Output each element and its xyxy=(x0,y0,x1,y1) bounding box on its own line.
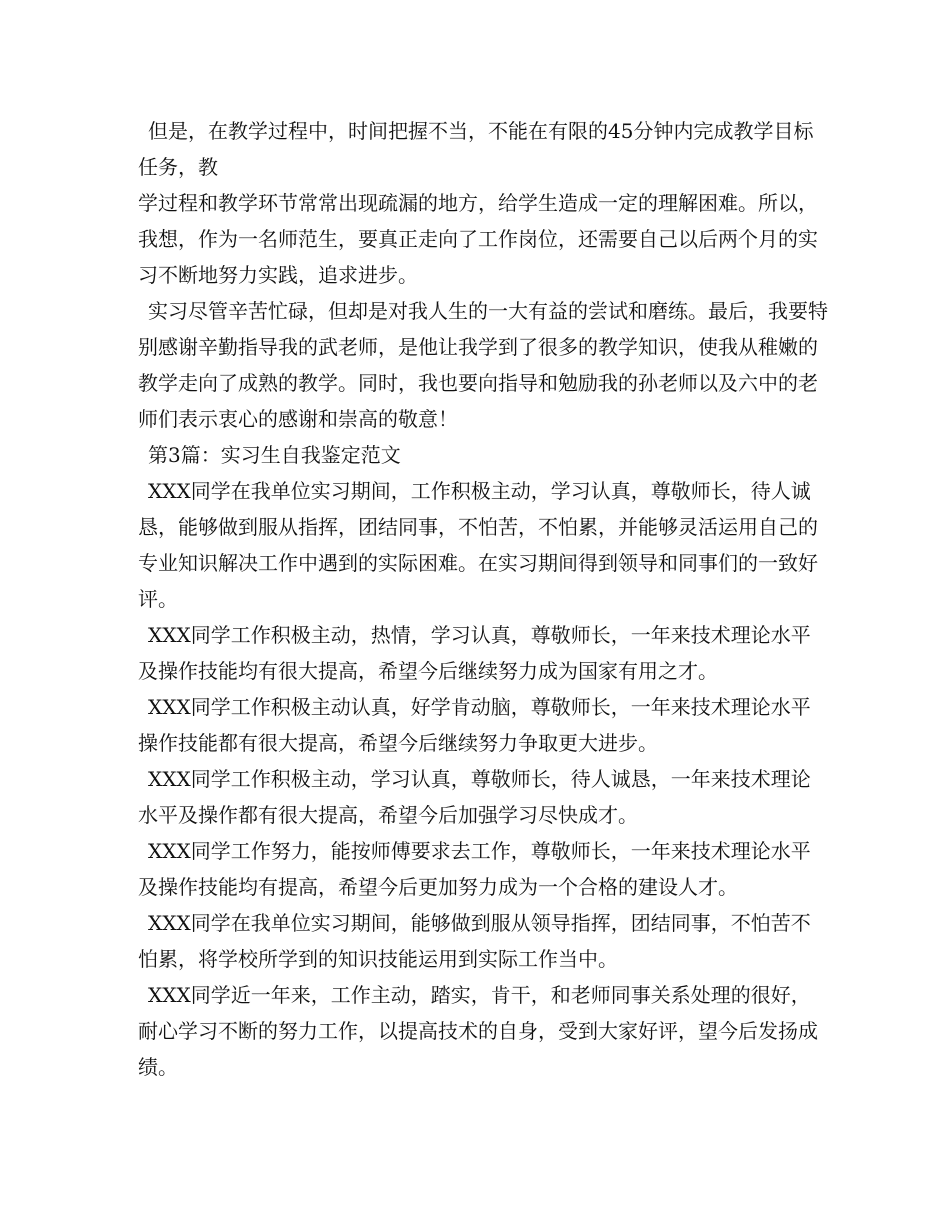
paragraph-3: 实习尽管辛苦忙碌，但却是对我人生的一大有益的尝试和磨练。最后，我要特别感谢辛勤指导我的武老师，是他让我学到了很多的教学知识，使我从稚嫩的教学走向了成熟的教学。同时，我也要向指导和勉励我的孙老师以及六中的老师们表示衷心的感谢和崇高的敬意！ xyxy=(138,299,828,431)
paragraph-1: 但是，在教学过程中，时间把握不当，不能在有限的45分钟内完成教学目标任务，教 xyxy=(138,119,814,179)
paragraph-2: 学过程和教学环节常常出现疏漏的地方，给学生造成一定的理解困难。所以，我想，作为一名师范生，要真正走向了工作岗位，还需要自己以后两个月的实习不断地努力实践，追求进步。 xyxy=(138,191,818,287)
document-page xyxy=(138,113,828,1085)
paragraph-6: XXX同学工作积极主动，热情，学习认真，尊敬师长，一年来技术理论水平及操作技能均有很大提高，希望今后继续努力成为国家有用之才。 xyxy=(138,623,811,683)
paragraph-5: XXX同学在我单位实习期间，工作积极主动，学习认真，尊敬师长，待人诚恳，能够做到服从指挥，团结同事，不怕苦，不怕累，并能够灵活运用自己的专业知识解决工作中遇到的实际困难。在实习期间得到领导和同事们的一致好评。 xyxy=(138,479,818,611)
section-heading: 第3篇：实习生自我鉴定范文 xyxy=(148,443,401,467)
paragraph-9: XXX同学工作努力，能按师傅要求去工作，尊敬师长，一年来技术理论水平及操作技能均有提高，希望今后更加努力成为一个合格的建设人才。 xyxy=(138,839,811,899)
paragraph-10: XXX同学在我单位实习期间，能够做到服从领导指挥，团结同事，不怕苦不怕累，将学校所学到的知识技能运用到实际工作当中。 xyxy=(138,911,811,971)
paragraph-8: XXX同学工作积极主动，学习认真，尊敬师长，待人诚恳，一年来技术理论水平及操作都有很大提高，希望今后加强学习尽快成才。 xyxy=(138,767,811,827)
paragraph-7: XXX同学工作积极主动认真，好学肯动脑，尊敬师长，一年来技术理论水平操作技能都有很大提高，希望今后继续努力争取更大进步。 xyxy=(138,695,811,755)
paragraph-11: XXX同学近一年来，工作主动，踏实，肯干，和老师同事关系处理的很好，耐心学习不断的努力工作，以提高技术的自身，受到大家好评，望今后发扬成绩。 xyxy=(138,983,818,1079)
